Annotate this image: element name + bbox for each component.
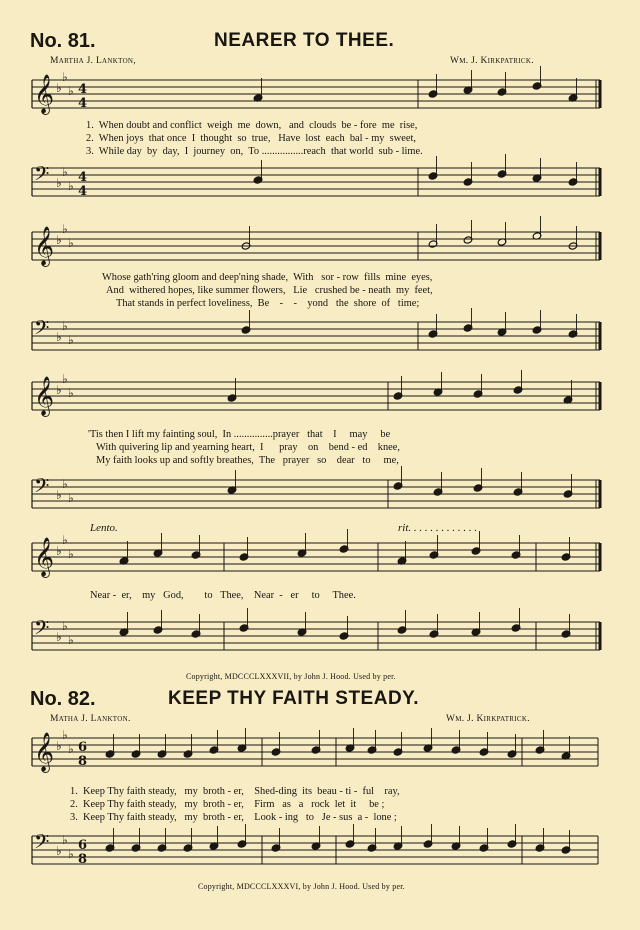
flat-icon: ♭ — [68, 179, 74, 193]
refrain-line: Near - er, my God, to Thee, Near - er to Thee. — [90, 590, 356, 601]
tempo-marking: Lento. — [90, 522, 118, 534]
bass-clef-icon: 𝄢 — [34, 474, 50, 502]
flat-icon: ♭ — [68, 742, 74, 756]
flat-icon: ♭ — [68, 386, 74, 400]
flat-icon: ♭ — [56, 233, 62, 247]
treble-clef-icon: 𝄞 — [34, 732, 55, 772]
hymn-author: Matha J. Lankton. — [50, 714, 131, 724]
time-signature: 4 — [78, 170, 88, 185]
flat-icon: ♭ — [68, 547, 74, 561]
hymn-composer: Wm. J. Kirkpatrick. — [450, 56, 534, 66]
flat-icon: ♭ — [62, 477, 68, 491]
flat-icon: ♭ — [68, 491, 74, 505]
hymn-title: KEEP THY FAITH STEADY. — [168, 688, 420, 709]
flat-icon: ♭ — [56, 844, 62, 858]
hymn-number: No. 82. — [30, 688, 96, 710]
time-signature: 4 — [78, 184, 88, 199]
flat-icon: ♭ — [56, 544, 62, 558]
verse-line: With quivering lip and yearning heart, I pray on bend - ed knee, — [96, 442, 400, 453]
time-signature: 4 — [78, 96, 88, 111]
flat-icon: ♭ — [62, 319, 68, 333]
flat-icon: ♭ — [62, 533, 68, 547]
final-barline — [599, 232, 602, 260]
time-signature: 6 — [78, 740, 88, 755]
verse-line: 2. Keep Thy faith steady, my broth - er, Firm as a rock let it be ; — [70, 799, 385, 810]
flat-icon: ♭ — [62, 372, 68, 386]
final-barline — [599, 322, 602, 350]
hymn-number: No. 81. — [30, 30, 96, 52]
flat-icon: ♭ — [56, 176, 62, 190]
final-barline — [599, 622, 602, 650]
bass-clef-icon: 𝄢 — [34, 616, 50, 644]
flat-icon: ♭ — [62, 728, 68, 742]
flat-icon: ♭ — [62, 165, 68, 179]
flat-icon: ♭ — [62, 222, 68, 236]
flat-icon: ♭ — [56, 630, 62, 644]
verse-line: 2. When joys that once I thought so true, Have lost each bal - my sweet, — [86, 133, 416, 144]
flat-icon: ♭ — [56, 488, 62, 502]
copyright: Copyright, MDCCCLXXXVII, by John J. Hood. Used by per. — [186, 672, 396, 681]
flat-icon: ♭ — [68, 633, 74, 647]
bass-clef-icon: 𝄢 — [34, 316, 50, 344]
verse-line: And withered hopes, like summer flowers, Lie crushed be - neath my feet, — [106, 285, 433, 296]
flat-icon: ♭ — [56, 739, 62, 753]
flat-icon: ♭ — [56, 81, 62, 95]
verse-line: 1. When doubt and conflict weigh me down, and clouds be - fore me rise, — [86, 120, 418, 131]
ritardando-marking: rit. . . . . . . . . . . . . — [398, 522, 478, 534]
verse-line: 'Tis then I lift my fainting soul, In ...............prayer that I may be — [88, 429, 391, 440]
hymn-composer: Wm. J. Kirkpatrick. — [446, 714, 530, 724]
final-barline — [599, 80, 602, 108]
flat-icon: ♭ — [62, 619, 68, 633]
time-signature: 6 — [78, 838, 88, 853]
bass-clef-icon: 𝄢 — [34, 162, 50, 190]
final-barline — [599, 480, 602, 508]
flat-icon: ♭ — [68, 84, 74, 98]
flat-icon: ♭ — [68, 333, 74, 347]
treble-clef-icon: 𝄞 — [34, 376, 55, 416]
verse-line: 3. Keep Thy faith steady, my broth - er, Look - ing to Je - sus a - lone ; — [70, 812, 397, 823]
flat-icon: ♭ — [56, 383, 62, 397]
verse-line: My faith looks up and softly breathes, The prayer so dear to me, — [96, 455, 399, 466]
copyright: Copyright, MDCCCLXXXVI, by John J. Hood. Used by per. — [198, 882, 405, 891]
flat-icon: ♭ — [68, 236, 74, 250]
flat-icon: ♭ — [62, 833, 68, 847]
verse-line: That stands in perfect loveliness, Be - - yond the shore of time; — [116, 298, 420, 309]
treble-clef-icon: 𝄞 — [34, 74, 55, 114]
verse-line: Whose gath'ring gloom and deep'ning shade, With sor - row fills mine eyes, — [102, 272, 433, 283]
final-barline — [599, 382, 602, 410]
verse-line: 3. While day by day, I journey on, To ................reach that world sub - lime. — [86, 146, 423, 157]
time-signature: 4 — [78, 82, 88, 97]
final-barline — [599, 543, 602, 571]
final-barline — [599, 168, 602, 196]
flat-icon: ♭ — [68, 847, 74, 861]
time-signature: 8 — [78, 754, 88, 769]
treble-clef-icon: 𝄞 — [34, 226, 55, 266]
hymn-author: Martha J. Lankton, — [50, 56, 136, 66]
treble-clef-icon: 𝄞 — [34, 537, 55, 577]
verse-line: 1. Keep Thy faith steady, my broth - er, Shed-ding its beau - ti - ful ray, — [70, 786, 400, 797]
hymn-title: NEARER TO THEE. — [214, 30, 395, 51]
flat-icon: ♭ — [62, 70, 68, 84]
flat-icon: ♭ — [56, 330, 62, 344]
bass-clef-icon: 𝄢 — [34, 830, 50, 858]
time-signature: 8 — [78, 852, 88, 867]
